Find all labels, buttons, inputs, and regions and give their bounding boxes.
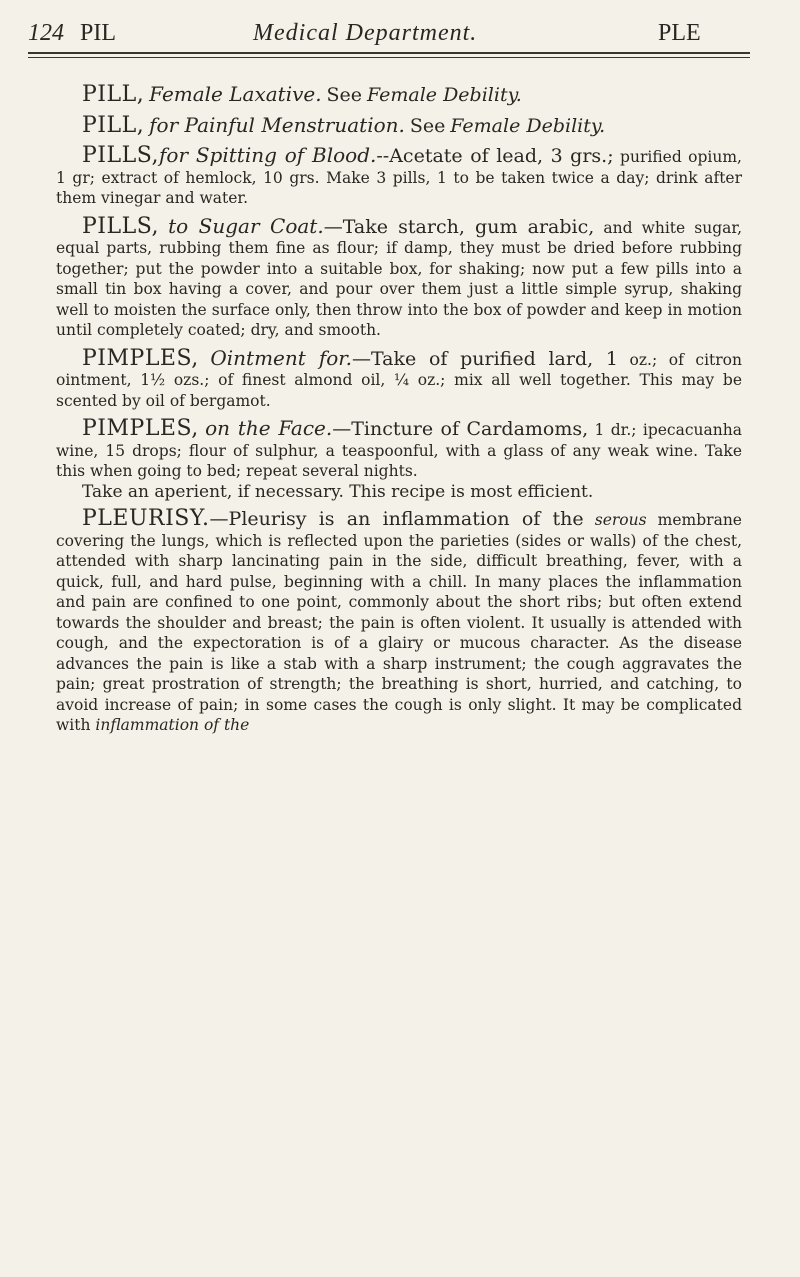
entry-headword: PILLS,	[82, 213, 159, 239]
page-body	[56, 84, 742, 743]
left-guide-word: PIL	[80, 20, 116, 46]
entry-lead: —Pleurisy is an inflammation of the	[209, 508, 584, 530]
see-text: See	[326, 84, 363, 106]
serous-word: serous	[594, 511, 647, 529]
header-rule-thin	[28, 57, 750, 58]
cross-reference: Female Debility.	[366, 84, 522, 106]
see-text: See	[409, 114, 446, 137]
entry-subtitle: for Spitting of Blood.	[159, 143, 377, 167]
entry-pimples-face	[56, 418, 742, 482]
entry-pill-painful-menstruation	[56, 112, 742, 138]
running-header	[28, 18, 740, 48]
entry-pills-sugar-coat	[56, 213, 742, 341]
entry-body: 1 dr.; ipecacuanha wine, 15 drops; flour of sulphur, a teaspoonful, with a glass of any weak wine. Take this when going to bed; repeat several nights.	[56, 421, 742, 480]
entry-subtitle: to Sugar Coat.	[168, 213, 324, 238]
entry-subtitle: for Painful Menstruation.	[149, 112, 405, 137]
entry-pill-female-laxative	[56, 84, 742, 107]
entry-subtitle: Female Laxative.	[149, 82, 322, 106]
entry-lead: —Take of purified lard, 1	[351, 347, 618, 370]
entry-body: and white sugar, equal parts, rubbing them fine as flour; if damp, they must be dried before rubbing together; put the powder into a suitable box, for shaking; now put a few pills into a small tin box having a cover, and pour over them just a little simple syrup, shaking well to moisten the surface only, then throw into the box of powder and keep in motion until completely coated; dry, and smooth.	[56, 218, 742, 339]
entry-subtitle: Ointment for.	[210, 345, 352, 370]
entry-continuation: Take an aperient, if necessary. This recipe is most efficient.	[82, 481, 594, 502]
entry-headword: PIMPLES,	[82, 345, 199, 371]
page-number: 124	[28, 20, 64, 46]
entry-body: oz.; of citron ointment, 1½ ozs.; of finest almond oil, ¼ oz.; mix all well together. This may be scented by oil of bergamot.	[56, 350, 743, 410]
right-guide-word: PLE	[658, 20, 701, 46]
entry-headword: PILL,	[82, 112, 145, 138]
entry-pleurisy	[56, 506, 742, 736]
entry-lead: —Take starch, gum arabic,	[323, 215, 595, 238]
header-rule-thick	[28, 52, 750, 54]
entry-lead: --Acetate of lead, 3 grs.;	[376, 145, 614, 167]
entry-headword: PILLS,	[82, 143, 159, 168]
entry-body: membrane covering the lungs, which is reflected upon the parieties (sides or walls) of the chest, attended with sharp lancinating pain in the side, difficult breathing, fever, with a quick, full, and hard pulse, beginning with a chill. In many places the inflammation and pain are confined to one point, commonly about the short ribs; but often extend towards the shoulder and breast; the pain is often violent. It usually is attended with cough, and the expectoration is of a glairy or mucous character. As the disease advances the pain is like a stab with a sharp instrument; the cough aggravates the pain; great prostration of strength; the breathing is short, hurried, and catching, to avoid increase of pain; in some cases the cough is only slight. It may be complicated with	[56, 511, 742, 734]
entry-headword: PIMPLES,	[82, 416, 199, 441]
cross-reference: Female Debility.	[450, 114, 606, 137]
entry-subtitle: on the Face.	[205, 416, 333, 440]
entry-pills-spitting-of-blood	[56, 145, 742, 209]
entry-headword: PILL,	[82, 82, 145, 107]
entry-headword: PLEURISY.	[82, 506, 210, 531]
running-title: Medical Department.	[253, 20, 478, 46]
entry-lead: —Tincture of Cardamoms,	[332, 418, 589, 440]
entry-pimples-ointment	[56, 345, 743, 412]
entry-body: purified opium, 1 gr; extract of hemlock, 10 grs. Make 3 pills, 1 to be taken twice a day; drink after them vinegar and water.	[56, 148, 742, 207]
italic-tail: inflammation of the	[95, 716, 250, 734]
